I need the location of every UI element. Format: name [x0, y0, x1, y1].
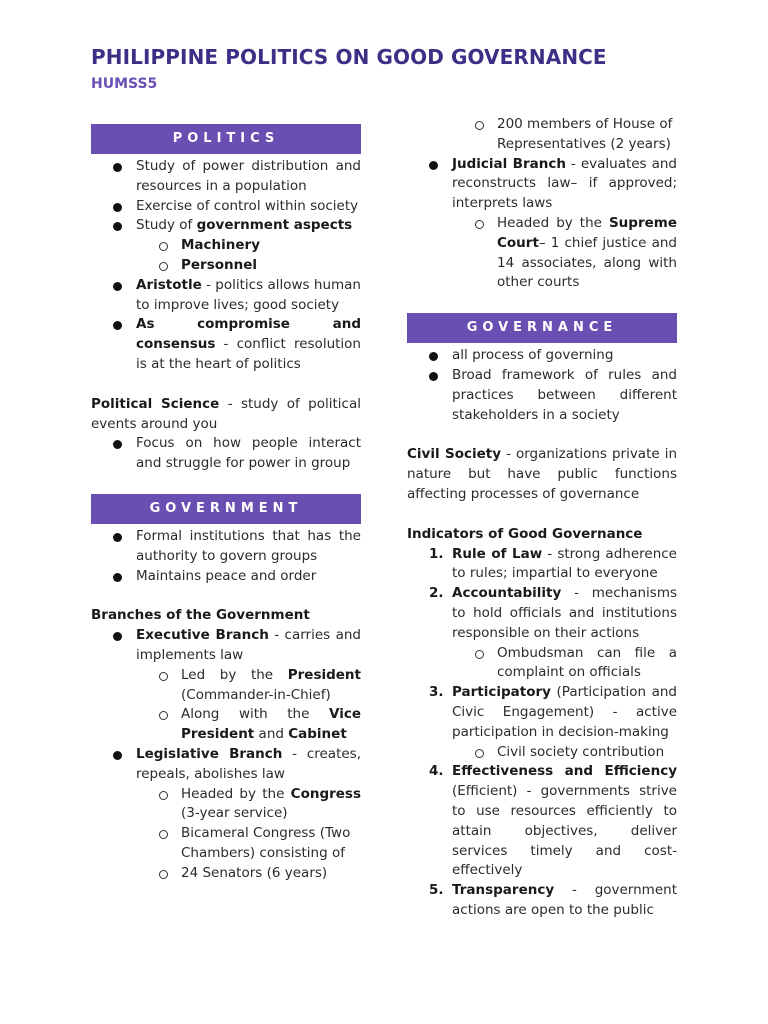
circle-bullet-icon	[475, 749, 484, 758]
list-item: all process of governing	[407, 346, 677, 366]
sub-list-item: 200 members of House of Representatives (2 years)	[407, 115, 677, 155]
bullet-icon	[113, 203, 122, 212]
list-item: Broad framework of rules and practices between different stakeholders in a society	[407, 366, 677, 425]
bullet-icon	[113, 163, 122, 172]
circle-bullet-icon	[159, 870, 168, 879]
circle-bullet-icon	[159, 672, 168, 681]
sub-list-item: Machinery	[91, 236, 361, 256]
numbered-item: 5. Transparency - government actions are open to the public	[429, 882, 677, 918]
branches-heading: Branches of the Government	[91, 607, 310, 624]
sub-list-item: Civil society contribution	[407, 743, 677, 763]
circle-bullet-icon	[159, 791, 168, 800]
right-column	[407, 115, 677, 921]
list-item: Exercise of control within society	[91, 197, 361, 217]
circle-bullet-icon	[159, 830, 168, 839]
bullet-icon	[429, 161, 438, 170]
bullet-icon	[429, 352, 438, 361]
numbered-item: 1. Rule of Law - strong adherence to rules; impartial to everyone	[429, 545, 677, 582]
left-column	[91, 124, 361, 884]
circle-bullet-icon	[475, 650, 484, 659]
list-item: Study of power distribution and resources in a population	[91, 157, 361, 197]
bullet-icon	[113, 282, 122, 291]
sub-list-item: Led by the President (Commander-in-Chief)	[91, 666, 361, 706]
bullet-icon	[113, 751, 122, 760]
numbered-item: 3. Participatory (Participation and Civic Engagement) - active participation in decision-making	[429, 684, 677, 740]
bullet-icon	[113, 321, 122, 330]
sub-list-item: 24 Senators (6 years)	[91, 864, 361, 884]
sub-list-item: Headed by the Congress (3-year service)	[91, 785, 361, 825]
sub-list-item: Ombudsman can file a complaint on officials	[407, 644, 677, 684]
sub-list-item: Bicameral Congress (Two Chambers) consisting of	[91, 824, 361, 864]
page-subtitle: HUMSS5	[91, 76, 158, 92]
list-item: As compromise and consensus - conflict resolution is at the heart of politics	[91, 315, 361, 374]
list-item: Legislative Branch - creates, repeals, abolishes law	[91, 745, 361, 785]
civil-society-paragraph: Civil Society - organizations private in nature but have public functions affecting processes of governance	[407, 446, 677, 502]
numbered-item: 2. Accountability - mechanisms to hold officials and institutions responsible on their actions	[429, 585, 677, 641]
numbered-item: 4. Effectiveness and Efficiency (Efficient) - governments strive to use resources efficiently to attain objectives, deliver services timely and cost-effectively	[429, 763, 677, 879]
section-header-governance: GOVERNANCE	[407, 313, 677, 343]
bullet-icon	[113, 533, 122, 542]
bullet-icon	[113, 222, 122, 231]
sub-list-item: Personnel	[91, 256, 361, 276]
list-item: Formal institutions that has the authority to govern groups	[91, 527, 361, 567]
political-science-paragraph: Political Science - study of political events around you	[91, 395, 362, 432]
bullet-icon	[429, 372, 438, 381]
list-item: Focus on how people interact and struggle for power in group	[91, 434, 361, 474]
list-item: Aristotle - politics allows human to improve lives; good society	[91, 276, 361, 316]
section-header-politics: POLITICS	[91, 124, 361, 154]
list-item: Judicial Branch - evaluates and reconstructs law– if approved; interprets laws	[407, 155, 677, 214]
circle-bullet-icon	[159, 711, 168, 720]
list-item: Executive Branch - carries and implements law	[91, 626, 361, 666]
circle-bullet-icon	[475, 220, 484, 229]
list-item: Maintains peace and order	[91, 567, 361, 587]
sub-list-item: Along with the Vice President and Cabinet	[91, 705, 361, 745]
page-title: PHILIPPINE POLITICS ON GOOD GOVERNANCE	[91, 45, 607, 69]
section-header-government: GOVERNMENT	[91, 494, 361, 524]
bullet-icon	[113, 573, 122, 582]
list-item: Study of government aspects	[91, 216, 361, 236]
circle-bullet-icon	[159, 262, 168, 271]
circle-bullet-icon	[159, 242, 168, 251]
sub-list-item: Headed by the Supreme Court– 1 chief justice and 14 associates, along with other courts	[407, 214, 677, 293]
circle-bullet-icon	[475, 121, 484, 130]
indicators-heading: Indicators of Good Governance	[407, 525, 643, 542]
bullet-icon	[113, 440, 122, 449]
bullet-icon	[113, 632, 122, 641]
